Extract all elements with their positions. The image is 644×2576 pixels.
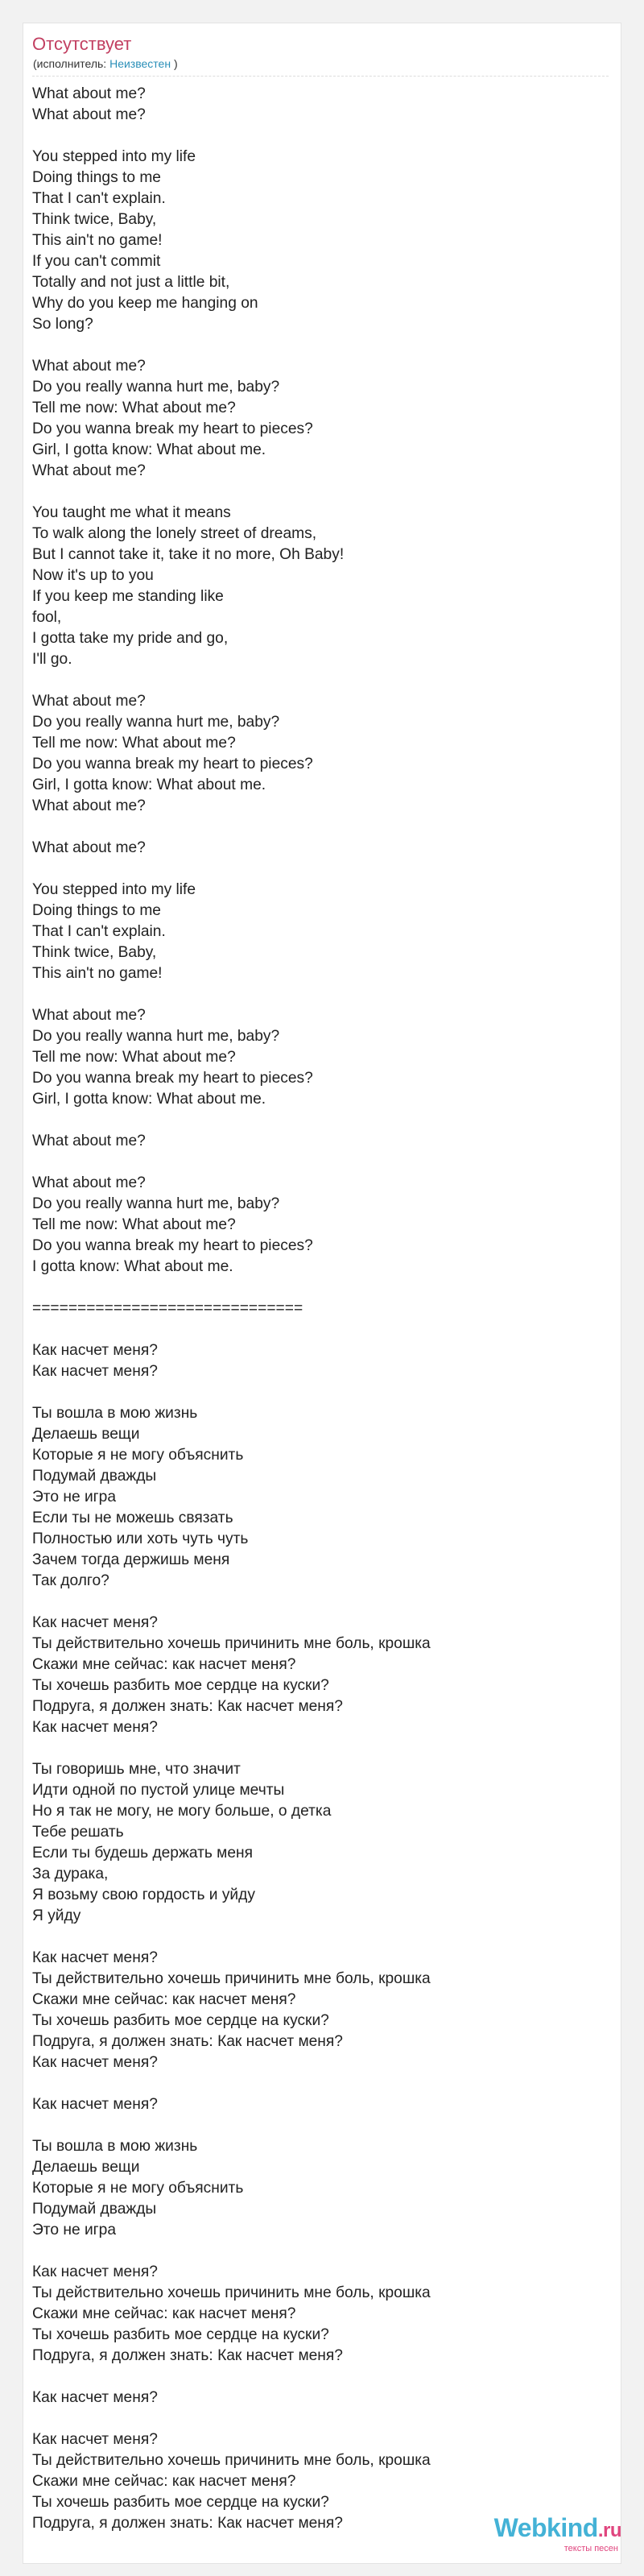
lyric-line: What about me? — [32, 839, 146, 856]
lyric-line: So long? — [32, 316, 93, 333]
lyric-line: Я уйду — [32, 1907, 81, 1924]
lyric-line: Do you really wanna hurt me, baby? — [32, 1028, 280, 1045]
artist-link[interactable]: Неизвестен — [109, 57, 171, 70]
stanza-break — [32, 2408, 596, 2429]
lyric-line: Do you wanna break my heart to pieces? — [32, 1237, 313, 1254]
lyric-line: Подруга, я должен знать: Как насчет меня? — [32, 1698, 343, 1715]
lyric-line: Tell me now: What about me? — [32, 1049, 236, 1066]
lyric-line: Ты действительно хочешь причинить мне боль, крошка — [32, 1635, 431, 1652]
lyric-line: За дурака, — [32, 1866, 109, 1882]
lyric-line: Girl, I gotta know: What about me. — [32, 1091, 266, 1108]
lyric-line: Если ты будешь держать меня — [32, 1845, 254, 1862]
lyric-line: Tell me now: What about me? — [32, 735, 236, 752]
stanza-break — [32, 1152, 596, 1173]
lyric-line: Ты хочешь разбить мое сердце на куски? — [32, 2326, 329, 2343]
lyric-line: Why do you keep me hanging on — [32, 295, 258, 312]
lyric-line: Do you really wanna hurt me, baby? — [32, 379, 280, 396]
lyric-line: Girl, I gotta know: What about me. — [32, 777, 266, 793]
lyric-line: Ты вошла в мою жизнь — [32, 1405, 198, 1422]
lyric-line: Tell me now: What about me? — [32, 400, 236, 416]
lyric-line: Идти одной по пустой улице мечты — [32, 1782, 285, 1799]
lyric-line: What about me? — [32, 797, 146, 814]
stanza-break — [32, 2241, 596, 2262]
logo-name: Webkind — [493, 2513, 598, 2542]
title-divider — [32, 76, 609, 77]
lyric-line: Ты действительно хочешь причинить мне боль, крошка — [32, 1970, 431, 1987]
stanza-break — [32, 1592, 596, 1613]
lyrics-text — [32, 84, 596, 2534]
logo-tagline: тексты песен — [564, 2544, 618, 2553]
lyric-line: Но я так не могу, не могу больше, о детка — [32, 1803, 332, 1820]
lyric-line: Ты вошла в мою жизнь — [32, 2138, 198, 2155]
lyric-line: Ты говоришь мне, что значит — [32, 1761, 241, 1778]
lyric-line: Это не игра — [32, 2222, 117, 2238]
lyric-line: Делаешь вещи — [32, 2159, 140, 2176]
lyric-line: Ты хочешь разбить мое сердце на куски? — [32, 2012, 329, 2029]
lyric-line: This ain't no game! — [32, 232, 163, 249]
lyric-line: Подруга, я должен знать: Как насчет меня? — [32, 2033, 343, 2050]
stanza-break — [32, 2115, 596, 2136]
lyric-line: What about me? — [32, 1007, 146, 1024]
stanza-break — [32, 482, 596, 503]
stanza-break — [32, 1382, 596, 1403]
lyric-line: Полностью или хоть чуть чуть — [32, 1530, 249, 1547]
lyric-line: Ты действительно хочешь причинить мне боль, крошка — [32, 2452, 431, 2469]
lyric-line: Do you wanna break my heart to pieces? — [32, 756, 313, 772]
lyric-line: Do you wanna break my heart to pieces? — [32, 420, 313, 437]
lyric-line: Totally and not just a little bit, — [32, 274, 230, 291]
stanza-break — [32, 2367, 596, 2388]
lyric-line: Как насчет меня? — [32, 2263, 158, 2280]
lyric-line: If you can't commit — [32, 253, 161, 270]
lyric-line: Ты действительно хочешь причинить мне боль, крошка — [32, 2284, 431, 2301]
lyric-line: Так долго? — [32, 1572, 109, 1589]
lyric-line: Как насчет меня? — [32, 2431, 158, 2448]
lyric-line: Как насчет меня? — [32, 2096, 158, 2113]
lyric-line: What about me? — [32, 462, 146, 479]
lyric-line: Ты хочешь разбить мое сердце на куски? — [32, 1677, 329, 1694]
stanza-break — [32, 670, 596, 691]
artist-line — [33, 57, 178, 70]
lyric-line: Do you wanna break my heart to pieces? — [32, 1070, 313, 1087]
lyric-line: You stepped into my life — [32, 148, 196, 165]
lyric-line: Скажи мне сейчас: как насчет меня? — [32, 1991, 296, 2008]
lyric-line: To walk along the lonely street of dreams, — [32, 525, 317, 542]
lyric-line: ============================== — [32, 1300, 303, 1317]
lyric-line: fool, — [32, 609, 62, 626]
stanza-break — [32, 859, 596, 880]
artist-suffix: ) — [173, 57, 178, 70]
lyric-line: What about me? — [32, 1133, 146, 1149]
lyric-line: Которые я не могу объяснить — [32, 1447, 244, 1464]
lyric-line: This ain't no game! — [32, 965, 163, 982]
lyric-line: That I can't explain. — [32, 923, 166, 940]
lyric-line: Как насчет меня? — [32, 1363, 158, 1380]
lyric-line: Doing things to me — [32, 902, 161, 919]
stanza-break — [32, 2073, 596, 2094]
site-logo[interactable] — [494, 2514, 621, 2553]
lyric-line: Подумай дважды — [32, 1468, 157, 1485]
lyric-line: Я возьму свою гордость и уйду — [32, 1886, 255, 1903]
lyric-line: What about me? — [32, 693, 146, 710]
lyric-line: Как насчет меня? — [32, 1719, 158, 1736]
lyric-line: Подруга, я должен знать: Как насчет меня? — [32, 2347, 343, 2364]
lyric-line: Now it's up to you — [32, 567, 154, 584]
lyric-line: I gotta take my pride and go, — [32, 630, 229, 647]
lyric-line: Tell me now: What about me? — [32, 1216, 236, 1233]
lyric-line: Если ты не можешь связать — [32, 1510, 233, 1526]
lyric-line: Тебе решать — [32, 1824, 124, 1841]
lyric-line: Подруга, я должен знать: Как насчет меня? — [32, 2515, 343, 2532]
stanza-break — [32, 1319, 596, 1340]
lyric-line: That I can't explain. — [32, 190, 166, 207]
lyric-line: Делаешь вещи — [32, 1426, 140, 1443]
lyric-line: Do you really wanna hurt me, baby? — [32, 714, 280, 731]
lyric-line: But I cannot take it, take it no more, Oh Baby! — [32, 546, 345, 563]
lyric-line: Как насчет меня? — [32, 1342, 158, 1359]
lyric-line: What about me? — [32, 85, 146, 102]
lyric-line: Скажи мне сейчас: как насчет меня? — [32, 2473, 296, 2490]
lyric-line: You taught me what it means — [32, 504, 231, 521]
lyric-line: Think twice, Baby, — [32, 211, 157, 228]
stanza-break — [32, 984, 596, 1005]
stanza-break — [32, 1278, 596, 1298]
lyric-line: Которые я не могу объяснить — [32, 2180, 244, 2197]
lyric-line: You stepped into my life — [32, 881, 196, 898]
lyric-line: Как насчет меня? — [32, 1614, 158, 1631]
lyric-line: Как насчет меня? — [32, 2389, 158, 2406]
stanza-break — [32, 1927, 596, 1948]
lyric-line: What about me? — [32, 358, 146, 375]
lyric-line: I gotta know: What about me. — [32, 1258, 233, 1275]
lyric-line: If you keep me standing like — [32, 588, 224, 605]
lyric-line: Это не игра — [32, 1489, 117, 1505]
lyric-line: What about me? — [32, 1174, 146, 1191]
lyric-line: Think twice, Baby, — [32, 944, 157, 961]
lyric-line: Подумай дважды — [32, 2201, 157, 2218]
lyric-line: Скажи мне сейчас: как насчет меня? — [32, 2305, 296, 2322]
lyric-line: What about me? — [32, 106, 146, 123]
lyric-line: Как насчет меня? — [32, 1949, 158, 1966]
lyric-line: Зачем тогда держишь меня — [32, 1551, 230, 1568]
lyric-line: Ты хочешь разбить мое сердце на куски? — [32, 2494, 329, 2511]
artist-prefix: (исполнитель: — [33, 57, 107, 70]
stanza-break — [32, 335, 596, 356]
lyric-line: Doing things to me — [32, 169, 161, 186]
lyric-line: Girl, I gotta know: What about me. — [32, 441, 266, 458]
logo-tld: .ru — [597, 2520, 621, 2541]
stanza-break — [32, 1738, 596, 1759]
stanza-break — [32, 126, 596, 147]
stanza-break — [32, 1110, 596, 1131]
lyric-line: I'll go. — [32, 651, 72, 668]
lyric-line: Как насчет меня? — [32, 2054, 158, 2071]
lyric-line: Скажи мне сейчас: как насчет меня? — [32, 1656, 296, 1673]
lyric-line: Do you really wanna hurt me, baby? — [32, 1195, 280, 1212]
stanza-break — [32, 817, 596, 838]
song-title: Отсутствует — [32, 34, 132, 54]
